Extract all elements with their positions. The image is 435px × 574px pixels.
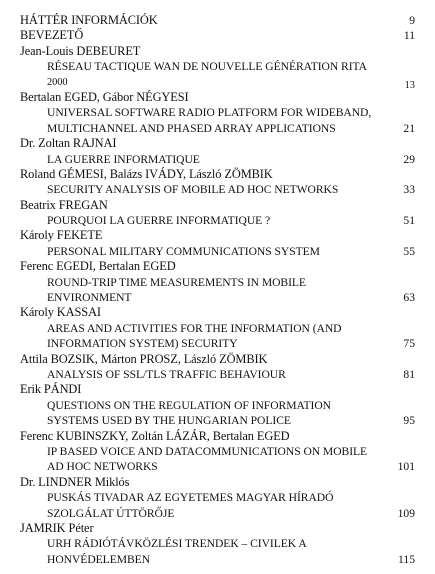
toc-heading: Erik PÁNDI bbox=[20, 382, 82, 397]
toc-page-number: 109 bbox=[397, 506, 415, 520]
toc-author-line bbox=[0, 521, 435, 536]
toc-title-line bbox=[0, 506, 435, 521]
toc-article-title: PUSKÁS TIVADAR AZ EGYETEMES MAGYAR HÍRADÓ bbox=[47, 491, 334, 505]
toc-author-line bbox=[0, 136, 435, 151]
toc-article-title: UNIVERSAL SOFTWARE RADIO PLATFORM FOR WIDEBAND, bbox=[47, 106, 372, 120]
toc-title-line bbox=[0, 290, 435, 305]
toc-author-line bbox=[0, 90, 435, 105]
toc-heading: Jean-Louis DEBEURET bbox=[20, 43, 141, 58]
toc-title-line bbox=[0, 213, 435, 228]
toc-heading: Károly FEKETE bbox=[20, 228, 103, 243]
toc-article-title: LA GUERRE INFORMATIQUE bbox=[47, 152, 200, 166]
toc-article-title: IP BASED VOICE AND DATACOMMUNICATIONS ON MOBILE bbox=[47, 444, 368, 458]
toc-page-number: 55 bbox=[403, 244, 415, 258]
toc-page-number: 95 bbox=[403, 414, 415, 428]
toc-title-line bbox=[0, 552, 435, 567]
toc-author-line bbox=[0, 382, 435, 397]
toc-article-title: HONVÉDELEMBEN bbox=[47, 552, 151, 566]
toc-heading: Bertalan EGED, Gábor NÉGYESI bbox=[20, 89, 189, 104]
toc-title-line bbox=[0, 398, 435, 413]
toc-title-line bbox=[0, 536, 435, 551]
toc-title-line bbox=[0, 459, 435, 474]
toc-title-line bbox=[0, 490, 435, 505]
toc-article-title: AREAS AND ACTIVITIES FOR THE INFORMATION (AND bbox=[47, 321, 342, 335]
toc-heading: Roland GÉMESI, Balázs IVÁDY, László ZÖMBIK bbox=[20, 166, 273, 181]
table-of-contents bbox=[0, 13, 435, 567]
toc-heading: Károly KASSAI bbox=[20, 305, 101, 320]
toc-page-number: 9 bbox=[409, 14, 415, 27]
toc-article-title: POURQUOI LA GUERRE INFORMATIQUE ? bbox=[47, 214, 271, 228]
toc-page-number: 115 bbox=[398, 552, 415, 566]
toc-article-title: SECURITY ANALYSIS OF MOBILE AD HOC NETWORKS bbox=[47, 183, 339, 197]
toc-article-title: SZOLGÁLAT ÚTTÖRŐJE bbox=[47, 506, 175, 520]
toc-article-title: SYSTEMS USED BY THE HUNGARIAN POLICE bbox=[47, 414, 291, 428]
toc-article-title: ENVIRONMENT bbox=[47, 291, 132, 305]
toc-heading: Ferenc KUBINSZKY, Zoltán LÁZÁR, Bertalan EGED bbox=[20, 428, 290, 443]
toc-title-line bbox=[0, 59, 435, 74]
toc-title-line bbox=[0, 121, 435, 136]
toc-author-line bbox=[0, 228, 435, 243]
toc-author-line bbox=[0, 352, 435, 367]
toc-article-title: 2000 bbox=[47, 76, 68, 88]
toc-title-line bbox=[0, 152, 435, 167]
toc-heading: HÁTTÉR INFORMÁCIÓK bbox=[20, 13, 158, 27]
toc-article-title: INFORMATION SYSTEM) SECURITY bbox=[47, 337, 238, 351]
toc-heading: BEVEZETŐ bbox=[20, 28, 84, 43]
toc-heading: JAMRIK Péter bbox=[20, 520, 94, 535]
toc-article-title: QUESTIONS ON THE REGULATION OF INFORMATION bbox=[47, 398, 331, 412]
toc-article-title: MULTICHANNEL AND PHASED ARRAY APPLICATIONS bbox=[47, 121, 336, 135]
toc-article-title: ROUND-TRIP TIME MEASUREMENTS IN MOBILE bbox=[47, 275, 306, 289]
toc-page-number: 11 bbox=[403, 29, 415, 43]
toc-page-number: 101 bbox=[397, 460, 415, 474]
toc-page-number: 51 bbox=[403, 214, 415, 228]
toc-title-line bbox=[0, 75, 435, 90]
toc-author-line bbox=[0, 198, 435, 213]
toc-title-line bbox=[0, 444, 435, 459]
toc-heading: Attila BOZSIK, Márton PROSZ, László ZÖMBIK bbox=[20, 351, 268, 366]
toc-author-line bbox=[0, 259, 435, 274]
toc-heading: Dr. LINDNER Miklós bbox=[20, 474, 130, 489]
toc-article-title: ANALYSIS OF SSL/TLS TRAFFIC BEHAVIOUR bbox=[47, 367, 286, 381]
toc-title-line bbox=[0, 275, 435, 290]
toc-article-title: AD HOC NETWORKS bbox=[47, 460, 158, 474]
toc-page-number: 63 bbox=[403, 291, 415, 305]
toc-title-line bbox=[0, 182, 435, 197]
toc-author-line bbox=[0, 167, 435, 182]
toc-author-line bbox=[0, 475, 435, 490]
toc-title-line bbox=[0, 367, 435, 382]
toc-title-line bbox=[0, 244, 435, 259]
toc-article-title: URH RÁDIÓTÁVKÖZLÉSI TRENDEK – CIVILEK A bbox=[47, 537, 307, 551]
toc-page-number: 81 bbox=[403, 367, 415, 381]
toc-page-number: 75 bbox=[403, 337, 415, 351]
toc-title-line bbox=[0, 105, 435, 120]
toc-heading: Beatrix FREGAN bbox=[20, 197, 108, 212]
toc-title-line bbox=[0, 336, 435, 351]
toc-heading: Ferenc EGEDI, Bertalan EGED bbox=[20, 259, 176, 274]
toc-article-title: RÉSEAU TACTIQUE WAN DE NOUVELLE GÉNÉRATION RITA bbox=[47, 60, 367, 74]
toc-author-line bbox=[0, 13, 435, 28]
toc-title-line bbox=[0, 321, 435, 336]
toc-author-line bbox=[0, 429, 435, 444]
toc-heading: Dr. Zoltan RAJNAI bbox=[20, 136, 117, 151]
toc-page-number: 33 bbox=[403, 183, 415, 197]
toc-author-line bbox=[0, 28, 435, 43]
toc-title-line bbox=[0, 413, 435, 428]
toc-page-number: 13 bbox=[404, 79, 415, 91]
toc-article-title: PERSONAL MILITARY COMMUNICATIONS SYSTEM bbox=[47, 244, 320, 258]
toc-page-number: 21 bbox=[403, 121, 415, 135]
toc-page-number: 29 bbox=[403, 152, 415, 166]
toc-author-line bbox=[0, 44, 435, 59]
toc-author-line bbox=[0, 305, 435, 320]
